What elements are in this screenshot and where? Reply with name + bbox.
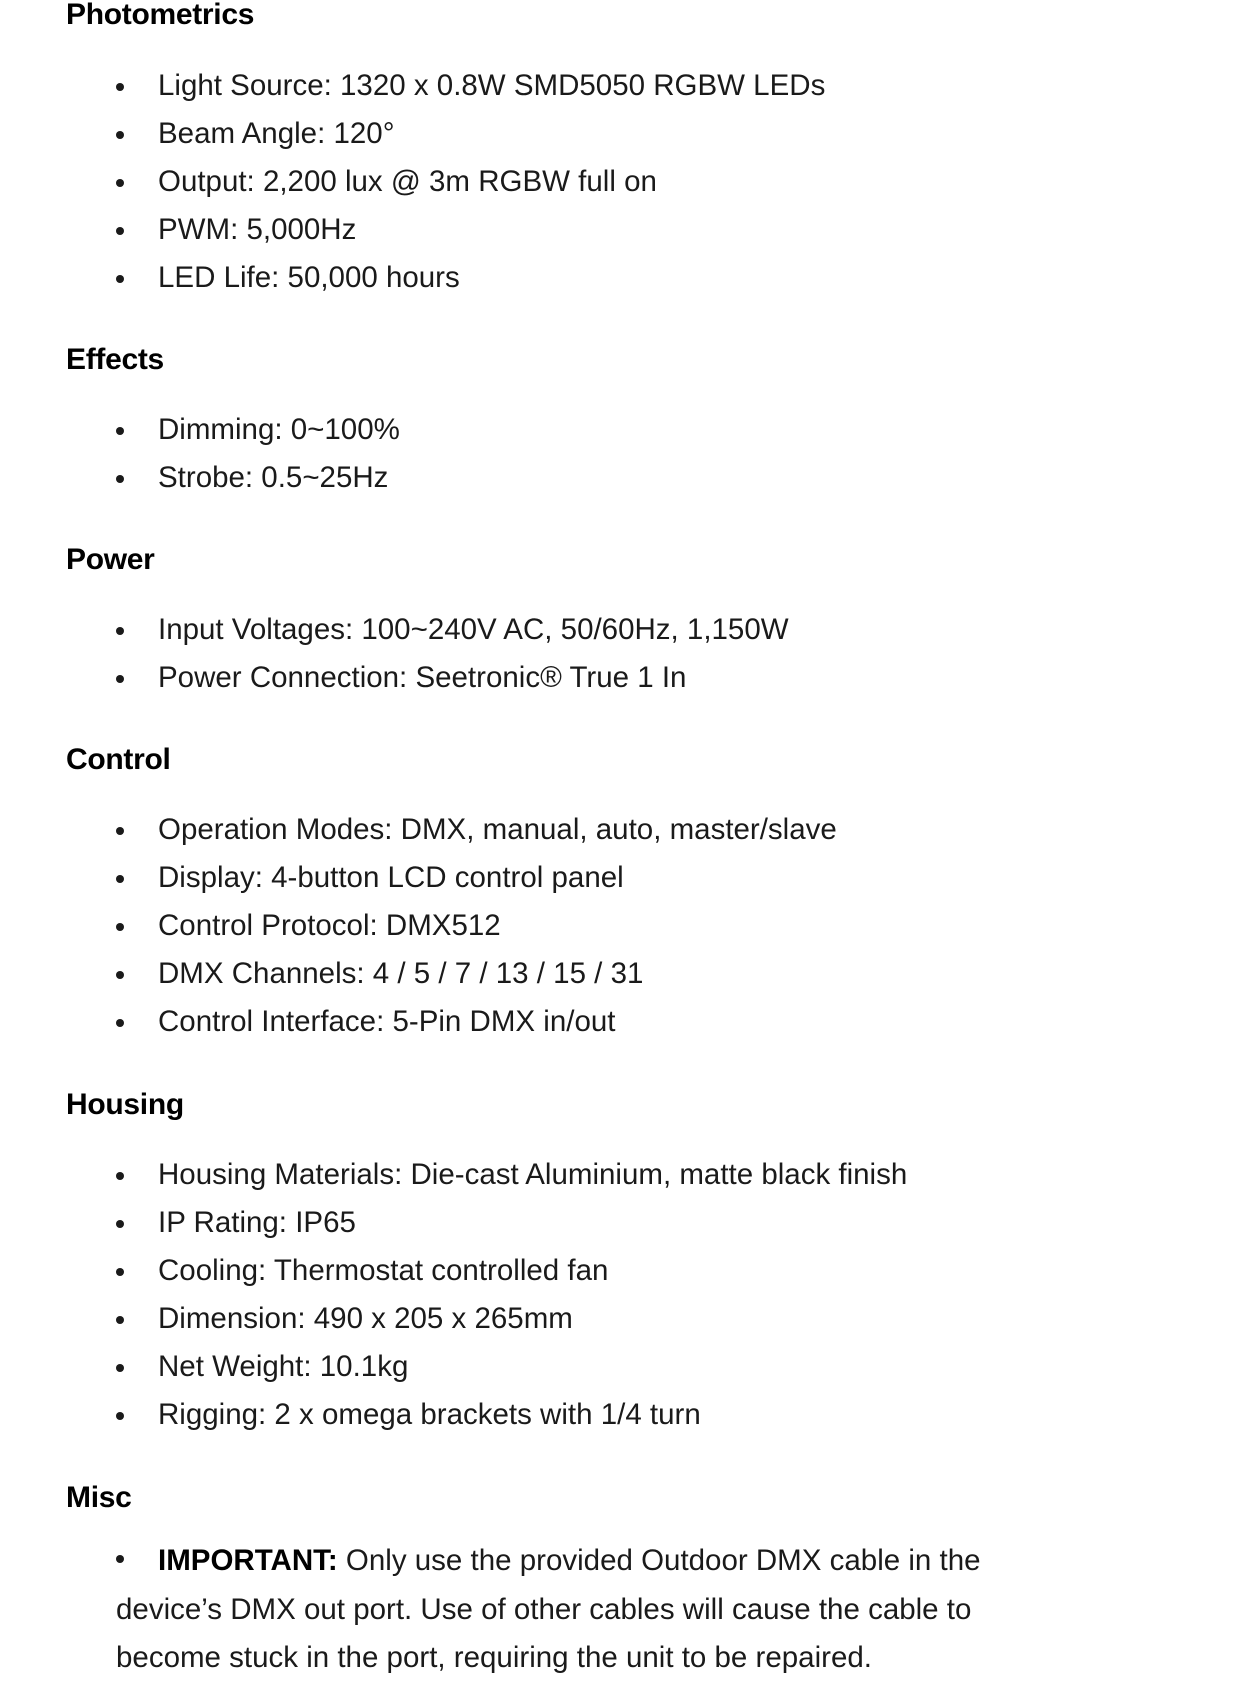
list-item — [116, 654, 789, 702]
list-item — [116, 62, 825, 110]
bullet-icon — [116, 275, 124, 283]
bullet-icon — [116, 875, 124, 883]
list-item — [116, 806, 837, 854]
section-title-effects: Effects — [66, 343, 164, 376]
list-item — [116, 1199, 907, 1247]
bullet-icon — [116, 675, 124, 683]
photometrics-list — [116, 62, 825, 302]
list-item — [116, 206, 825, 254]
list-item — [116, 998, 837, 1046]
spec-text: DMX Channels: 4 / 5 / 7 / 13 / 15 / 31 — [158, 957, 644, 990]
section-title-control: Control — [66, 743, 171, 776]
bullet-icon — [116, 827, 124, 835]
spec-text: Operation Modes: DMX, manual, auto, master/slave — [158, 813, 837, 846]
bullet-icon — [116, 1555, 124, 1563]
spec-text: PWM: 5,000Hz — [158, 213, 357, 246]
list-item — [116, 606, 789, 654]
section-title-housing: Housing — [66, 1088, 184, 1121]
spec-text: Control Protocol: DMX512 — [158, 909, 501, 942]
spec-text: Input Voltages: 100~240V AC, 50/60Hz, 1,150W — [158, 613, 789, 646]
spec-text: Dimension: 490 x 205 x 265mm — [158, 1302, 573, 1335]
spec-text: Display: 4-button LCD control panel — [158, 861, 624, 894]
bullet-icon — [116, 427, 124, 435]
housing-list — [116, 1151, 907, 1439]
section-title-misc: Misc — [66, 1481, 132, 1514]
effects-list — [116, 406, 400, 502]
list-item — [116, 1391, 907, 1439]
bullet-icon — [116, 1268, 124, 1276]
spec-text: Strobe: 0.5~25Hz — [158, 461, 389, 494]
bullet-icon — [116, 1316, 124, 1324]
bullet-icon — [116, 1412, 124, 1420]
list-item — [116, 110, 825, 158]
spec-text: Output: 2,200 lux @ 3m RGBW full on — [158, 165, 657, 198]
list-item — [116, 254, 825, 302]
spec-text: Dimming: 0~100% — [158, 413, 400, 446]
bullet-icon — [116, 227, 124, 235]
spec-text: Net Weight: 10.1kg — [158, 1350, 409, 1383]
bullet-icon — [116, 1172, 124, 1180]
spec-text: Control Interface: 5-Pin DMX in/out — [158, 1005, 616, 1038]
section-title-photometrics: Photometrics — [66, 0, 255, 31]
spec-text: Power Connection: Seetronic® True 1 In — [158, 661, 687, 694]
spec-text: Light Source: 1320 x 0.8W SMD5050 RGBW LEDs — [158, 69, 826, 102]
list-item — [116, 950, 837, 998]
spec-text: Cooling: Thermostat controlled fan — [158, 1254, 609, 1287]
bullet-icon — [116, 1220, 124, 1228]
spec-text: Rigging: 2 x omega brackets with 1/4 turn — [158, 1398, 701, 1431]
bullet-icon — [116, 179, 124, 187]
bullet-icon — [116, 83, 124, 91]
important-note — [116, 1537, 1076, 1683]
spec-text: Housing Materials: Die-cast Aluminium, matte black finish — [158, 1158, 908, 1191]
spec-text: LED Life: 50,000 hours — [158, 261, 460, 294]
bullet-icon — [116, 1364, 124, 1372]
control-list — [116, 806, 837, 1046]
section-title-power: Power — [66, 543, 155, 576]
list-item — [116, 902, 837, 950]
bullet-icon — [116, 475, 124, 483]
list-item — [116, 406, 400, 454]
bullet-icon — [116, 1019, 124, 1027]
bullet-icon — [116, 131, 124, 139]
important-label: IMPORTANT: — [158, 1544, 338, 1577]
list-item — [116, 454, 400, 502]
list-item — [116, 1151, 907, 1199]
list-item — [116, 158, 825, 206]
bullet-icon — [116, 971, 124, 979]
list-item — [116, 1343, 907, 1391]
spec-text: Beam Angle: 120° — [158, 117, 395, 150]
power-list — [116, 606, 789, 702]
list-item — [116, 1295, 907, 1343]
list-item — [116, 1247, 907, 1295]
important-text: Only use the provided Outdoor DMX cable in the device’s DMX out port. Use of other cables will cause the cable to become stuck in the port, requiring the unit to be repaired. — [116, 1544, 981, 1674]
spec-text: IP Rating: IP65 — [158, 1206, 356, 1239]
list-item — [116, 854, 837, 902]
bullet-icon — [116, 923, 124, 931]
bullet-icon — [116, 627, 124, 635]
